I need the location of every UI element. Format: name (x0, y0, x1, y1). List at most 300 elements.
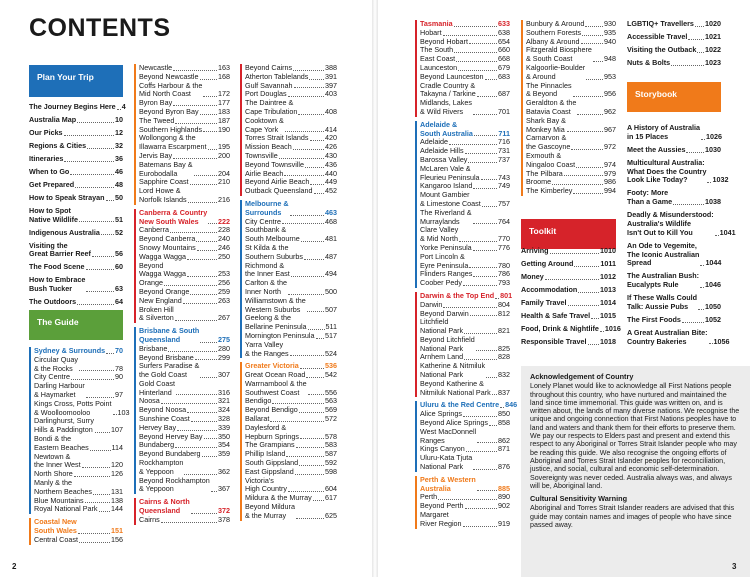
plan-entry[interactable] (29, 181, 123, 190)
storybook-entry-page: 1044 (705, 258, 722, 268)
toc-entry[interactable] (420, 99, 510, 117)
dot-leader (568, 305, 599, 306)
toc-entry-page: 156 (111, 534, 123, 544)
toolkit-list (521, 246, 621, 351)
toolkit-entry[interactable] (521, 312, 616, 321)
plan-your-trip-label: Plan Your Trip (37, 72, 94, 82)
section-heading[interactable] (139, 209, 230, 227)
section-heading[interactable] (420, 121, 510, 139)
storybook-entry[interactable] (627, 210, 736, 237)
toc-entry[interactable] (526, 117, 616, 135)
dot-leader (161, 522, 217, 523)
dot-leader (79, 542, 110, 543)
toc-entry-title: Beyond Orange (139, 286, 190, 296)
toolkit-entry[interactable] (627, 46, 721, 55)
toc-entry-page: 246 (218, 242, 230, 252)
toc-entry-title: Circular Quay & the Rocks (34, 354, 78, 373)
plan-entry-title: Australia Map (29, 114, 77, 124)
toc-entry-title: Beyond Litchfield National Park (420, 334, 475, 353)
storybook-entry[interactable] (627, 124, 721, 142)
toc-entry-page: 569 (325, 405, 337, 415)
toc-entry[interactable] (420, 165, 510, 183)
section-heading-page: 222 (218, 216, 230, 226)
dot-leader (477, 442, 497, 443)
toc-entry-page: 163 (218, 63, 230, 72)
section-heading[interactable] (139, 498, 230, 516)
storybook-box[interactable] (627, 82, 721, 112)
toc-entry[interactable] (420, 336, 510, 354)
dot-leader (476, 350, 497, 351)
plan-entry[interactable] (29, 242, 123, 260)
plan-entry-title: The Outdoors (29, 297, 77, 307)
toc-entry[interactable] (245, 262, 337, 280)
toc-entry[interactable] (139, 516, 230, 525)
toolkit-entry-page: 1021 (705, 31, 721, 41)
toc-entry-page: 930 (604, 19, 616, 28)
toc-entry[interactable] (34, 536, 123, 545)
toc-entry-title: Wagga Wagga (139, 251, 187, 261)
storybook-entry-title: If These Walls Could Talk: Aussie Pubs (627, 293, 698, 311)
toc-entry[interactable] (34, 505, 123, 514)
toolkit-entry[interactable] (521, 247, 616, 256)
dot-leader (64, 135, 114, 136)
toolkit-entry[interactable] (521, 260, 616, 269)
dot-leader (309, 79, 324, 80)
plan-entry[interactable] (29, 207, 123, 225)
dot-leader (74, 476, 110, 477)
storybook-entry[interactable] (627, 189, 721, 207)
storybook-entry[interactable] (627, 327, 730, 347)
toc-entry[interactable] (420, 279, 510, 288)
toc-entry[interactable] (139, 459, 230, 477)
storybook-entry-title: A Great Australian Bite: Country Bakeries (627, 327, 708, 346)
toc-entry-page: 850 (498, 409, 510, 419)
toc-entry-title: Beyond Hobart (420, 36, 468, 46)
dot-leader (86, 291, 114, 292)
plan-entry-page: 52 (115, 227, 123, 237)
toc-entry-page: 764 (498, 216, 510, 226)
toc-entry[interactable] (34, 417, 123, 435)
toc-entry-title: Hobart (420, 27, 442, 37)
plan-entry[interactable] (29, 168, 123, 177)
dot-leader (552, 184, 603, 185)
toc-entry-page: 716 (498, 137, 510, 147)
toc-entry-page: 687 (498, 89, 510, 99)
toc-entry-page: 440 (325, 168, 337, 178)
dot-leader (203, 131, 217, 132)
toc-entry-title: Beyond Byron Bay (139, 106, 199, 116)
toc-entry[interactable] (526, 82, 616, 100)
dot-leader (75, 187, 114, 188)
toc-entry-title: Torres Strait Islands (245, 133, 309, 143)
toc-entry[interactable] (420, 82, 510, 100)
toc-entry[interactable] (245, 424, 337, 442)
toc-entry[interactable] (139, 362, 230, 380)
dot-leader (465, 508, 497, 509)
dot-leader (458, 70, 497, 71)
dot-leader (473, 188, 497, 189)
dot-leader (284, 175, 324, 176)
toc-entry[interactable] (526, 187, 616, 196)
toc-entry-title: Geelong & the Bellarine Peninsula (245, 313, 307, 332)
storybook-entry[interactable] (627, 294, 721, 312)
toc-entry-page: 979 (604, 168, 616, 178)
toc-entry[interactable] (245, 187, 337, 196)
toc-entry[interactable] (34, 453, 123, 471)
toc-entry[interactable] (420, 511, 510, 529)
dot-leader (454, 26, 497, 27)
toc-entry-title: Snowy Mountains (139, 242, 196, 252)
toc-entry[interactable] (245, 341, 337, 359)
toc-entry[interactable] (526, 134, 616, 152)
plan-entry-page: 50 (115, 192, 123, 202)
toc-entry[interactable] (245, 297, 337, 315)
section-heading-title: Tasmania (420, 19, 453, 28)
section-heading-title: Cairns & North Queensland (139, 497, 190, 516)
dot-leader (204, 438, 217, 439)
toc-entry[interactable] (245, 279, 337, 297)
toc-entry-page: 177 (218, 98, 230, 108)
toc-entry-title: Cooktown & Cape York (245, 115, 284, 134)
plan-entry[interactable] (29, 229, 123, 238)
toc-entry[interactable] (34, 356, 123, 374)
dot-leader (290, 355, 324, 356)
toc-entry[interactable] (245, 117, 337, 135)
toc-entry[interactable] (139, 262, 230, 280)
toc-entry-title: Royal National Park (34, 504, 98, 514)
toc-entry-page: 683 (498, 71, 510, 81)
toc-entry-title: Canberra (139, 225, 169, 235)
toc-entry-page: 126 (111, 469, 123, 479)
toolkit-entry[interactable] (521, 338, 616, 347)
toc-entry-page: 253 (218, 269, 230, 279)
toc-entry[interactable] (139, 306, 230, 324)
toc-entry-page: 280 (218, 343, 230, 353)
toc-entry[interactable] (245, 380, 337, 398)
toc-entry-title: Southern Forests (526, 27, 582, 37)
toc-entry-title: City Centre (245, 216, 281, 226)
toc-entry-page: 832 (498, 370, 510, 380)
toc-entry-title: Beyond Mildura & the Murray (245, 502, 295, 520)
dot-leader (301, 241, 324, 242)
toc-entry[interactable] (526, 46, 616, 64)
dot-leader (489, 425, 497, 426)
toc-entry-page: 468 (325, 216, 337, 226)
toolkit-entry-title: Arriving (521, 246, 549, 255)
toc-entry-title: Beyond Newcastle (139, 71, 199, 81)
dot-leader (291, 276, 324, 277)
toc-entry-title: Sapphire Coast (139, 177, 189, 187)
toc-entry-page: 131 (111, 486, 123, 496)
toc-entry-title: Katherine & Nitmiluk National Park (420, 361, 486, 380)
toc-entry-page: 517 (325, 330, 337, 340)
toc-entry-title: East Gippsland (245, 466, 294, 476)
dot-leader (196, 241, 217, 242)
toc-entry[interactable] (245, 244, 337, 262)
toc-entry-page: 890 (498, 492, 510, 502)
toc-entry-page: 668 (498, 54, 510, 64)
toc-entry-page: 114 (111, 442, 123, 452)
dot-leader (485, 79, 497, 80)
dot-leader (588, 344, 599, 345)
plan-entry[interactable] (29, 116, 123, 125)
dot-leader (77, 304, 114, 305)
dot-leader (582, 35, 603, 36)
toc-section (134, 327, 230, 494)
dot-leader (314, 193, 324, 194)
toc-entry[interactable] (139, 380, 230, 398)
toc-entry-page: 660 (498, 45, 510, 55)
plan-entry[interactable] (29, 155, 123, 164)
toc-entry-title: Beyond Katherine & Nitmiluk National Park (420, 378, 491, 397)
dot-leader (473, 114, 497, 115)
dot-leader (173, 158, 217, 159)
toc-entry-page: 187 (218, 115, 230, 125)
dot-leader (473, 250, 497, 251)
toc-entry-page: 487 (325, 251, 337, 261)
storybook-entry-page: 1030 (705, 144, 721, 154)
dot-leader (316, 338, 324, 339)
toc-section (240, 64, 337, 196)
toc-entry-title: Beyond Airlie Beach (245, 177, 310, 187)
dot-leader (477, 490, 497, 491)
toc-section (134, 64, 230, 205)
section-heading-title: Perth & Western Australia (420, 474, 476, 493)
toc-entry[interactable] (139, 477, 230, 495)
plan-entry[interactable] (29, 142, 123, 151)
toc-entry[interactable] (420, 362, 510, 380)
section-heading-page: 711 (498, 128, 510, 138)
storybook-entry[interactable] (627, 272, 721, 290)
dot-leader (585, 26, 603, 27)
dot-leader (95, 432, 110, 433)
plan-entry-title: How to Embrace Bush Tucker (29, 275, 86, 294)
dot-leader (85, 502, 110, 503)
toc-entry[interactable] (245, 477, 337, 495)
storybook-entry[interactable] (627, 316, 721, 325)
dot-leader (307, 311, 324, 312)
toc-entry[interactable] (139, 134, 230, 152)
toc-entry-page: 994 (604, 186, 616, 196)
toc-entry-page: 316 (218, 387, 230, 397)
toc-entry-page: 78 (115, 363, 123, 373)
dot-leader (465, 153, 497, 154)
toolkit-entry[interactable] (521, 273, 616, 282)
dot-leader (90, 450, 111, 451)
dot-leader (300, 368, 324, 369)
toc-entry[interactable] (420, 428, 510, 446)
toc-entry-title: Exmouth & Ningaloo Coast (526, 150, 576, 169)
toc-entry-title: Mornington Peninsula (245, 330, 315, 340)
toc-entry[interactable] (34, 398, 130, 418)
toc-entry-title: Sunshine Coast (139, 414, 190, 424)
toc-entry-title: Clare Valley & Mid North (420, 225, 459, 244)
toc-entry[interactable] (34, 435, 123, 453)
section-heading-page: 801 (500, 290, 513, 300)
toc-entry[interactable] (139, 82, 230, 100)
plan-entry[interactable] (29, 263, 123, 272)
dot-leader (469, 267, 497, 268)
toc-entry-page: 578 (325, 431, 337, 441)
dot-leader (709, 343, 713, 344)
toolkit-entry[interactable] (627, 33, 721, 42)
section-heading-title: Melbourne & Surrounds (245, 198, 289, 217)
toc-entry-page: 426 (325, 142, 337, 152)
plan-your-trip-box[interactable] (29, 65, 123, 97)
toc-entry-page: 436 (325, 159, 337, 169)
toc-entry-title: Airlie Beach (245, 168, 284, 178)
toc-entry-page: 204 (218, 168, 230, 178)
toc-entry-page: 452 (325, 186, 337, 196)
toc-entry-page: 876 (498, 462, 510, 472)
dot-leader (464, 333, 497, 334)
storybook-entry-page: 1038 (705, 197, 721, 207)
toc-entry-title: Bendigo (245, 396, 272, 406)
toc-entry-page: 986 (604, 177, 616, 187)
toc-entry[interactable] (139, 187, 230, 205)
plan-entry-page: 4 (121, 102, 126, 111)
plan-entry[interactable] (29, 194, 123, 203)
toc-section (134, 209, 230, 323)
toc-entry[interactable] (420, 318, 510, 336)
toc-entry[interactable] (420, 454, 510, 472)
toc-entry-title: Phillip Island (245, 449, 286, 459)
toc-entry-title: Hervey Bay (139, 422, 177, 432)
toc-entry-title: Mission Beach (245, 142, 292, 152)
dot-leader (294, 87, 324, 88)
dot-leader (288, 294, 324, 295)
plan-entry[interactable] (29, 102, 126, 112)
toolkit-box[interactable] (521, 219, 616, 249)
toc-entry-page: 414 (325, 124, 337, 134)
toc-entry[interactable] (139, 161, 230, 179)
toc-entry[interactable] (526, 152, 616, 170)
section-heading[interactable] (245, 200, 337, 218)
toolkit-entry[interactable] (521, 323, 621, 334)
dot-leader (175, 123, 217, 124)
toc-entry[interactable] (526, 64, 616, 82)
toc-entry-title: Townsville (245, 150, 278, 160)
toc-entry[interactable] (34, 479, 123, 497)
toc-entry-title: Shark Bay & Monkey Mia (526, 115, 566, 134)
dot-leader (313, 500, 324, 501)
plan-entry[interactable] (29, 298, 123, 307)
section-heading-title: Uluru & the Red Centre (420, 400, 500, 410)
dot-leader (468, 162, 497, 163)
toolkit-entry[interactable] (521, 286, 616, 295)
dot-leader (698, 309, 704, 310)
dot-leader (688, 39, 704, 40)
plan-entry[interactable] (29, 129, 123, 138)
toc-entry-title: Beyond Hervey Bay (139, 431, 203, 441)
dot-leader (184, 474, 217, 475)
toc-entry-page: 940 (604, 36, 616, 46)
toc-entry-page: 956 (604, 89, 616, 99)
dot-leader (279, 158, 324, 159)
toc-entry-page: 107 (111, 425, 123, 435)
toc-entry-title: Rockhampton & Yeppoon (139, 458, 184, 476)
the-guide-box[interactable] (29, 310, 123, 340)
storybook-entry[interactable] (627, 242, 721, 268)
toc-entry-title: Mount Gambier & Limestone Coast (420, 190, 481, 208)
toc-entry[interactable] (245, 226, 337, 244)
dot-leader (443, 307, 497, 308)
toc-entry-title: Outback Queensland (245, 186, 313, 196)
toc-entry[interactable] (420, 191, 510, 209)
dot-leader (474, 135, 498, 136)
plan-entry-page: 12 (115, 127, 123, 137)
dot-leader (293, 70, 324, 71)
dot-leader (473, 276, 497, 277)
toc-entry-page: 328 (218, 414, 230, 424)
toc-entry-page: 638 (498, 27, 510, 37)
toc-entry[interactable] (34, 382, 123, 400)
dot-leader (481, 179, 497, 180)
toc-entry-title: The Grampians (245, 440, 295, 450)
toc-entry-title: Southbank & South Melbourne (245, 225, 300, 244)
dot-leader (168, 351, 217, 352)
dot-leader (82, 467, 110, 468)
toolkit-entry-page: 1013 (600, 284, 616, 294)
dot-leader (175, 320, 217, 321)
toc-entry[interactable] (526, 99, 616, 117)
toc-entry-title: Beyond Brisbane (139, 352, 194, 362)
toolkit-entry[interactable] (627, 59, 721, 68)
section-heading[interactable] (139, 327, 230, 345)
page-number-right: 3 (732, 562, 737, 571)
toc-entry-page: 858 (498, 418, 510, 428)
toc-entry[interactable] (420, 380, 510, 398)
toc-entry-title: Brisbane (139, 343, 168, 353)
toc-entry-title: Beyond Bundaberg (139, 449, 201, 459)
storybook-entry[interactable] (627, 157, 729, 185)
section-heading[interactable] (420, 476, 510, 494)
section-heading-title: Sydney & Surrounds (34, 346, 106, 355)
toc-entry-title: Broken Hill & Silverton (139, 304, 174, 323)
toc-entry[interactable] (420, 209, 510, 227)
dot-leader (79, 221, 114, 222)
toc-entry[interactable] (420, 226, 510, 244)
toc-entry-page: 604 (325, 484, 337, 494)
toc-entry[interactable] (420, 253, 510, 271)
section-heading[interactable] (34, 518, 123, 536)
toc-entry[interactable] (245, 99, 337, 117)
dot-leader (463, 526, 497, 527)
dot-leader (188, 202, 217, 203)
toc-entry-title: Wollongong & the Illawarra Escarpment (139, 133, 207, 152)
dot-leader (308, 394, 324, 395)
storybook-list (627, 123, 736, 351)
dot-leader (293, 149, 324, 150)
dot-leader (290, 215, 324, 216)
dot-leader (86, 397, 114, 398)
toc-entry[interactable] (245, 314, 337, 332)
storybook-entry-title: Meet the Aussies (627, 144, 686, 154)
toc-entry-title: Beyond Townsville (245, 159, 304, 169)
toc-entry-title: West MacDonnell Ranges (420, 426, 477, 445)
toolkit-entry-title: Family Travel (521, 297, 567, 307)
plan-entry[interactable] (29, 276, 123, 294)
section-heading-title: Coastal New South Wales (34, 517, 77, 535)
toc-entry-page: 507 (325, 304, 337, 314)
toolkit-entry[interactable] (521, 299, 616, 308)
toc-entry[interactable] (245, 503, 337, 521)
toc-entry-title: Adelaide (420, 137, 448, 147)
dot-leader (170, 232, 217, 233)
toolkit-entry[interactable] (627, 20, 721, 29)
toc-entry-page: 397 (325, 80, 337, 90)
storybook-entry[interactable] (627, 146, 721, 155)
